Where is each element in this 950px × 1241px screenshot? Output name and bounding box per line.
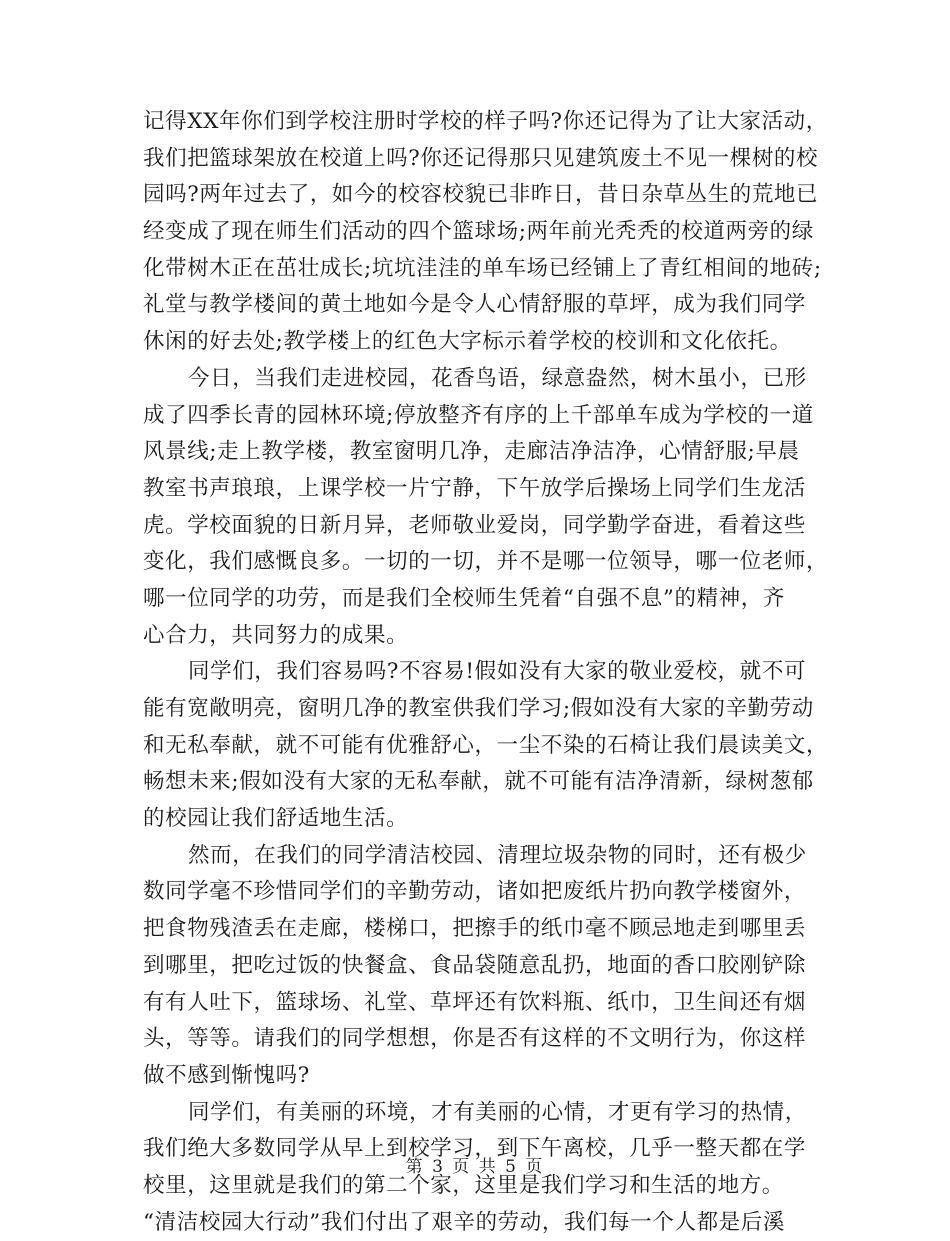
page-number-footer: 第 3 页 共 5 页: [405, 1157, 545, 1177]
text-line: 心合力，共同努力的成果。: [143, 622, 409, 648]
text-line: 成了四季长青的园林环境;停放整齐有序的上千部单车成为学校的一道: [143, 402, 814, 428]
document-body: [143, 104, 829, 1241]
text-line: 我们把篮球架放在校道上吗?你还记得那只见建筑废土不见一棵树的校: [143, 145, 819, 171]
text-line: 经变成了现在师生们活动的四个篮球场;两年前光秃秃的校道两旁的绿: [143, 219, 814, 245]
text-line: 同学们，有美丽的环境，才有美丽的心情，才更有学习的热情，: [188, 1099, 807, 1125]
text-line: 休闲的好去处;教学楼上的红色大字标示着学校的校训和文化依托。: [143, 329, 792, 355]
text-line: 畅想未来;假如没有大家的无私奉献，就不可能有洁净清新，绿树葱郁: [143, 769, 814, 795]
text-line: 礼堂与教学楼间的黄土地如今是令人心情舒服的草坪，成为我们同学: [143, 292, 807, 318]
text-line: 的校园让我们舒适地生活。: [143, 806, 409, 832]
text-line: 校里，这里就是我们的第二个家，这里是我们学习和生活的地方。: [143, 1172, 784, 1198]
text-line: 化带树木正在茁壮成长;坑坑洼洼的单车场已经铺上了青红相间的地砖;: [143, 255, 822, 281]
text-line: 有有人吐下，篮球场、礼堂、草坪还有饮料瓶、纸巾，卫生间还有烟: [143, 989, 807, 1015]
text-line: 头，等等。请我们的同学想想，你是否有这样的不文明行为，你这样: [143, 1026, 807, 1052]
text-line: 哪一位同学的功劳，而是我们全校师生凭着“自强不息”的精神，齐: [143, 585, 785, 611]
text-line: 到哪里，把吃过饭的快餐盒、食品袋随意乱扔，地面的香口胶刚铲除: [143, 952, 807, 978]
text-line: 虎。学校面貌的日新月异，老师敬业爱岗，同学勤学奋进，看着这些: [143, 512, 807, 538]
text-line: 今日，当我们走进校园，花香鸟语，绿意盎然，树木虽小，已形: [188, 365, 807, 391]
text-line: 数同学毫不珍惜同学们的辛勤劳动，诸如把废纸片扔向教学楼窗外，: [143, 879, 807, 905]
text-line: 把食物残渣丢在走廊，楼梯口，把擦手的纸巾毫不顾忌地走到哪里丢: [143, 916, 807, 942]
text-line: 和无私奉献，就不可能有优雅舒心，一尘不染的石椅让我们晨读美文，: [143, 732, 829, 758]
text-line: 教室书声琅琅，上课学校一片宁静，下午放学后操场上同学们生龙活: [143, 475, 807, 501]
text-line: 园吗?两年过去了，如今的校容校貌已非昨日，昔日杂草丛生的荒地已: [143, 182, 819, 208]
text-line: 记得XX年你们到学校注册时学校的样子吗?你还记得为了让大家活动，: [143, 109, 828, 134]
text-line: 风景线;走上教学楼，教室窗明几净，走廊洁净洁净，心情舒服;早晨: [143, 439, 800, 465]
text-line: 同学们，我们容易吗?不容易!假如没有大家的敬业爱校，就不可: [188, 659, 807, 685]
text-line: 我们绝大多数同学从早上到校学习，到下午离校，几乎一整天都在学: [143, 1136, 807, 1162]
text-line: “清洁校园大行动”我们付出了艰辛的劳动，我们每一个人都是后溪: [143, 1209, 785, 1235]
text-line: 做不感到惭愧吗?: [143, 1062, 310, 1088]
text-line: 然而，在我们的同学清洁校园、清理垃圾杂物的同时，还有极少: [188, 842, 807, 868]
text-line: 能有宽敞明亮，窗明几净的教室供我们学习;假如没有大家的辛勤劳动: [143, 696, 814, 721]
text-line: 变化，我们感慨良多。一切的一切，并不是哪一位领导，哪一位老师，: [143, 549, 829, 575]
